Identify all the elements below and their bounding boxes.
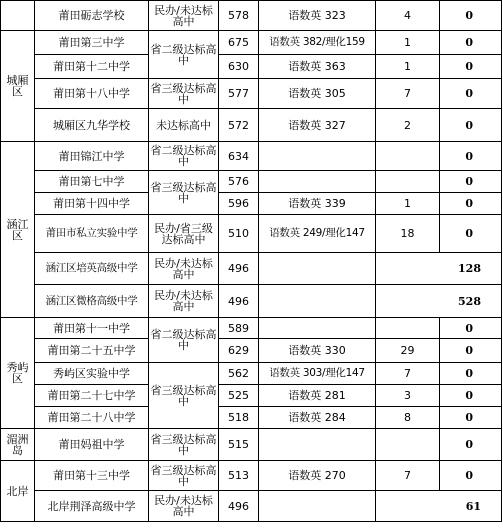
table-row [1,31,502,55]
school-cell: 莆田第十三中学 [35,461,149,491]
result-cell: 0 [440,461,502,491]
count-cell: 2 [376,109,440,142]
school-cell: 莆田第十二中学 [35,55,149,79]
table-row [1,79,502,109]
table-row [1,109,502,142]
subjects-cell: 语数英 327 [259,109,376,142]
table-row [1,193,502,215]
school-cell: 莆田第二十七中学 [35,385,149,407]
score-cell: 629 [219,339,259,363]
score-cell: 496 [219,491,259,522]
score-cell: 576 [219,171,259,193]
table-row [1,385,502,407]
school-cell: 莆田第七中学 [35,171,149,193]
table-row [1,407,502,429]
school-cell: 莆田砺志学校 [35,1,149,31]
type-cell: 省三级达标高中 [149,171,219,215]
count-cell: 7 [376,79,440,109]
count-cell [376,171,440,193]
result-cell: 0 [440,79,502,109]
result-cell: 0 [440,407,502,429]
score-cell: 510 [219,215,259,253]
score-cell: 578 [219,1,259,31]
school-cell: 北岸荆泽高级中学 [35,491,149,522]
score-cell: 515 [219,429,259,461]
school-cell: 莆田第二十五中学 [35,339,149,363]
type-cell: 民办/省三级达标高中 [149,215,219,253]
type-cell: 民办/未达标高中 [149,285,219,318]
school-cell: 涵江区微格高级中学 [35,285,149,318]
table-row [1,1,502,31]
subjects-cell [259,429,376,461]
district-cell: 秀屿区 [1,318,35,429]
school-cell: 莆田第十八中学 [35,79,149,109]
district-cell: 北岸 [1,461,35,522]
school-cell: 莆田第二十八中学 [35,407,149,429]
type-cell: 省二级达标高中 [149,318,219,363]
type-cell: 省三级达标高中 [149,79,219,109]
district-cell [1,1,35,31]
table-row [1,318,502,339]
type-cell: 民办/未达标高中 [149,491,219,522]
score-cell: 496 [219,285,259,318]
type-cell: 省二级达标高中 [149,142,219,171]
count-cell [376,142,440,171]
subjects-cell: 语数英 305 [259,79,376,109]
table-row [1,429,502,461]
subjects-cell [259,171,376,193]
table-row [1,285,502,318]
table-row [1,491,502,522]
school-cell: 莆田第十一中学 [35,318,149,339]
school-cell: 莆田锦江中学 [35,142,149,171]
subjects-cell: 语数英 281 [259,385,376,407]
subjects-cell: 语数英 270 [259,461,376,491]
subjects-cell: 语数英 249/理化147 [259,215,376,253]
subjects-cell [259,491,376,522]
table-row [1,171,502,193]
school-cell: 城厢区九华学校 [35,109,149,142]
count-cell: 4 [376,1,440,31]
count-cell [376,429,440,461]
result-cell: 0 [440,55,502,79]
table-row [1,142,502,171]
count-cell [376,318,440,339]
score-cell: 513 [219,461,259,491]
type-cell: 省三级达标高中 [149,461,219,491]
score-cell: 572 [219,109,259,142]
subjects-cell [259,318,376,339]
score-cell: 577 [219,79,259,109]
score-cell: 496 [219,253,259,285]
score-cell: 634 [219,142,259,171]
score-cell: 675 [219,31,259,55]
table-row [1,215,502,253]
subjects-cell [259,285,376,318]
result-cell: 0 [440,215,502,253]
result-cell: 0 [440,31,502,55]
school-cell: 莆田市私立实验中学 [35,215,149,253]
result-cell: 61 [376,491,502,522]
result-cell: 0 [440,385,502,407]
score-cell: 630 [219,55,259,79]
result-cell: 0 [440,193,502,215]
result-cell: 528 [376,285,502,318]
table-row [1,363,502,385]
type-cell: 未达标高中 [149,109,219,142]
table-row [1,339,502,363]
subjects-cell: 语数英 303/理化147 [259,363,376,385]
score-cell: 562 [219,363,259,385]
subjects-cell: 语数英 339 [259,193,376,215]
subjects-cell: 语数英 330 [259,339,376,363]
result-cell: 0 [440,142,502,171]
count-cell: 7 [376,461,440,491]
type-cell: 省三级达标高中 [149,363,219,429]
count-cell: 1 [376,55,440,79]
table-body [1,1,502,522]
result-cell: 0 [440,1,502,31]
result-cell: 0 [440,109,502,142]
district-cell: 城厢区 [1,31,35,142]
result-cell: 0 [440,171,502,193]
count-cell: 1 [376,193,440,215]
count-cell: 3 [376,385,440,407]
school-cell: 莆田妈祖中学 [35,429,149,461]
count-cell: 7 [376,363,440,385]
type-cell: 省三级达标高中 [149,429,219,461]
school-cell: 莆田第三中学 [35,31,149,55]
school-cell: 涵江区培英高级中学 [35,253,149,285]
score-cell: 589 [219,318,259,339]
school-cell: 莆田第十四中学 [35,193,149,215]
district-cell: 涵江区 [1,142,35,318]
count-cell: 1 [376,31,440,55]
count-cell: 8 [376,407,440,429]
subjects-cell [259,253,376,285]
type-cell: 民办/未达标高中 [149,1,219,31]
result-cell: 0 [440,339,502,363]
count-cell: 18 [376,215,440,253]
table-row [1,55,502,79]
subjects-cell: 语数英 284 [259,407,376,429]
result-cell: 128 [376,253,502,285]
subjects-cell [259,142,376,171]
subjects-cell: 语数英 323 [259,1,376,31]
type-cell: 民办/未达标高中 [149,253,219,285]
district-cell: 湄洲岛 [1,429,35,461]
subjects-cell: 语数英 382/理化159 [259,31,376,55]
type-cell: 省二级达标高中 [149,31,219,79]
score-cell: 518 [219,407,259,429]
table-row [1,461,502,491]
result-cell: 0 [440,363,502,385]
school-cell: 秀屿区实验中学 [35,363,149,385]
score-cell: 596 [219,193,259,215]
result-cell: 0 [440,429,502,461]
table-row [1,253,502,285]
count-cell: 29 [376,339,440,363]
score-cell: 525 [219,385,259,407]
subjects-cell: 语数英 363 [259,55,376,79]
result-cell: 0 [440,318,502,339]
